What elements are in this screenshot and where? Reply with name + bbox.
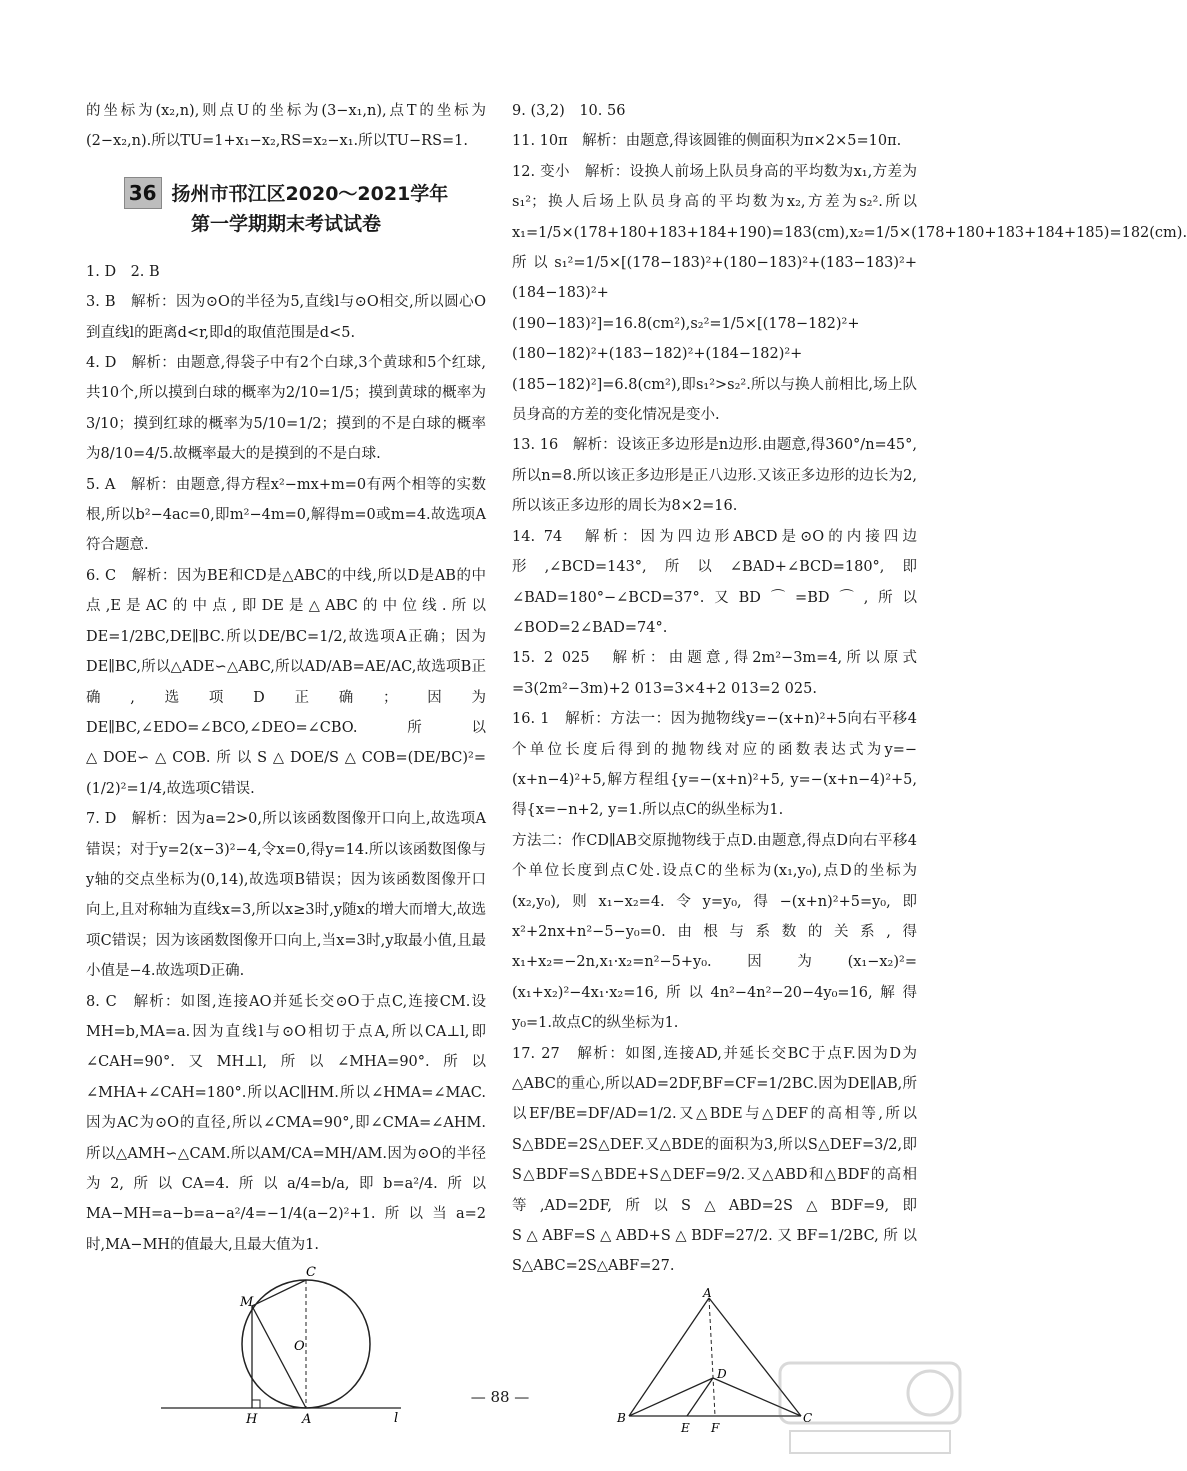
answer-item: 13. 16 解析：设该正多边形是n边形.由题意,得360°/n=45°,所以n=8.所以该正多边形是正八边形.又该正多边形的边长为2,所以该正多边形的周长为8×2=16.: [512, 437, 917, 515]
answer-item: 6. C 解析：因为BE和CD是△ABC的中线,所以D是AB的中点,E是AC的中点,即DE是△ABC的中位线.所以DE=1/2BC,DE∥BC.所以DE/BC=1/2,故选项A正确；因为DE∥BC,所以△ADE∽△ABC,所以AD/AB=AE/AC,故选项B正确,选项D正确；因为DE∥BC,∠EDO=∠BCO,∠DEO=∠CBO.所以△DOE∽△COB.所以S△DOE/S△COB=(DE/BC)²=(1/2)²=1/4,故选项C错误.: [86, 567, 486, 797]
answer-item: 方法二：作CD∥AB交原抛物线于点D.由题意,得点D向右平移4个单位长度到点C处.设点C的坐标为(x₁,y₀),点D的坐标为(x₂,y₀),则x₁−x₂=4.令y=y₀,得−(x+n)²+5=y₀,即x²+2nx+n²−5−y₀=0.由根与系数的关系,得x₁+x₂=−2n,x₁·x₂=n²−5+y₀.因为(x₁−x₂)²=(x₁+x₂)²−4x₁·x₂=16,所以4n²−4n²−20−4y₀=16,解得y₀=1.故点C的纵坐标为1.: [512, 832, 917, 1032]
figure-label: A: [702, 1285, 712, 1300]
answer-item: 7. D 解析：因为a=2>0,所以该函数图像开口向上,故选项A错误；对于y=2(x−3)²−4,令x=0,得y=14.所以该函数图像与y轴的交点坐标为(0,14),故选项B错误；因为该函数图像开口向上,且对称轴为直线x=3,所以x≥3时,y随x的增大而增大,故选项C错误；因为该函数图像开口向上,当x=3时,y取最小值,且最小值是−4.故选项D正确.: [86, 811, 486, 980]
answer-item: 12. 变小 解析：设换人前场上队员身高的平均数为x₁,方差为s₁²；换人后场上队员身高的平均数为x₂,方差为s₂².所以x₁=1/5×(178+180+183+184+190)=183(cm),x₂=1/5×(178+180+183+184+185)=182(cm).所以s₁²=1/5×[(178−183)²+(180−183)²+(183−183)²+(184−183)²+(190−183)²]=16.8(cm²),s₂²=1/5×[(178−182)²+(180−182)²+(183−182)²+(184−182)²+(185−182)²]=6.8(cm²),即s₁²>s₂².所以与换人前相比,场上队员身高的方差的变化情况是变小.: [512, 163, 1187, 424]
left-column: [86, 96, 486, 1426]
figure-label: D: [716, 1366, 727, 1381]
section-heading: [86, 177, 486, 239]
figure-label: C: [802, 1410, 812, 1425]
figure-label: B: [616, 1410, 626, 1425]
right-column: [512, 96, 1187, 1438]
answer-item: 1. D 2. B: [86, 263, 160, 280]
answer-item: 15. 2 025 解析：由题意,得2m²−3m=4,所以原式=3(2m²−3m)+2 013=3×4+2 013=2 025.: [512, 650, 917, 697]
answer-item: 16. 1 解析：方法一：因为抛物线y=−(x+n)²+5向右平移4个单位长度后得到的抛物线对应的函数表达式为y=−(x+n−4)²+5,解方程组{y=−(x+n)²+5, y=−(x+n−4)²+5,得{x=−n+2, y=1.所以点C的纵坐标为1.: [512, 711, 917, 819]
section-title-line-1: 扬州市邗江区2020～2021学年: [171, 182, 449, 205]
answer-item: 4. D 解析：由题意,得袋子中有2个白球,3个黄球和5个红球,共10个,所以摸到白球的概率为2/10=1/5；摸到黄球的概率为3/10；摸到红球的概率为5/10=1/2；摸到的不是白球的概率为8/10=4/5.故概率最大的是摸到的不是白球.: [86, 355, 486, 463]
section-title-line-2: 第一学期期末考试试卷: [190, 212, 381, 235]
answer-item: 11. 10π 解析：由题意,得该圆锥的侧面积为π×2×5=10π.: [512, 133, 902, 150]
figure-label: C: [306, 1265, 316, 1281]
answer-item: 14. 74 解析：因为四边形ABCD是⊙O的内接四边形,∠BCD=143°,所以∠BAD+∠BCD=180°,即∠BAD=180°−∠BCD=37°.又BD⌒=BD⌒,所以∠BOD=2∠BAD=74°.: [512, 528, 917, 636]
intro-paragraph: 的坐标为(x₂,n),则点U的坐标为(3−x₁,n),点T的坐标为(2−x₂,n).所以TU=1+x₁−x₂,RS=x₂−x₁.所以TU−RS=1.: [86, 103, 486, 150]
figure-label: O: [294, 1339, 305, 1355]
figure-label: F: [710, 1420, 719, 1435]
figure-label: H: [246, 1412, 258, 1428]
answer-item: 17. 27 解析：如图,连接AD,并延长交BC于点F.因为D为△ABC的重心,所以AD=2DF,BF=CF=1/2BC.因为DE∥AB,所以EF/BE=DF/AD=1/2.又△BDE与△DEF的高相等,所以S△BDE=2S△DEF.又△BDE的面积为3,所以S△DEF=3/2,即S△BDF=S△BDE+S△DEF=9/2.又△ABD和△BDF的高相等,AD=2DF,所以S△ABD=2S△BDF=9,即S△ABF=S△ABD+S△BDF=27/2.又BF=1/2BC,所以S△ABC=2S△ABF=27.: [512, 1045, 917, 1275]
section-number-badge: 36: [124, 177, 162, 209]
figure-label: A: [302, 1412, 312, 1428]
figure-label: M: [240, 1295, 254, 1311]
figure-label: l: [394, 1411, 399, 1427]
answer-item: 9. (3,2) 10. 56: [512, 103, 626, 119]
answer-item: 3. B 解析：因为⊙O的半径为5,直线l与⊙O相交,所以圆心O到直线l的距离d<r,即d的取值范围是d<5.: [86, 294, 486, 341]
page-number: — 88 —: [470, 1388, 530, 1406]
answer-item: 8. C 解析：如图,连接AO并延长交⊙O于点C,连接CM.设MH=b,MA=a.因为直线l与⊙O相切于点A,所以CA⊥l,即∠CAH=90°.又MH⊥l,所以∠MHA=90°.所以∠MHA+∠CAH=180°.所以AC∥HM.所以∠HMA=∠MAC.因为AC为⊙O的直径,所以∠CMA=90°,即∠CMA=∠AHM.所以△AMH∽△CAM.所以AM/CA=MH/AM.因为⊙O的半径为2,所以CA=4.所以a/4=b/a,即b=a²/4.所以MA−MH=a−b=a−a²/4=−1/4(a−2)²+1.所以当a=2时,MA−MH的值最大,且最大值为1.: [86, 993, 486, 1253]
watermark-logo: [770, 1353, 970, 1463]
figure-label: E: [680, 1420, 690, 1435]
answer-item: 5. A 解析：由题意,得方程x²−mx+m=0有两个相等的实数根,所以b²−4ac=0,即m²−4m=0,解得m=0或m=4.故选项A符合题意.: [86, 476, 486, 554]
